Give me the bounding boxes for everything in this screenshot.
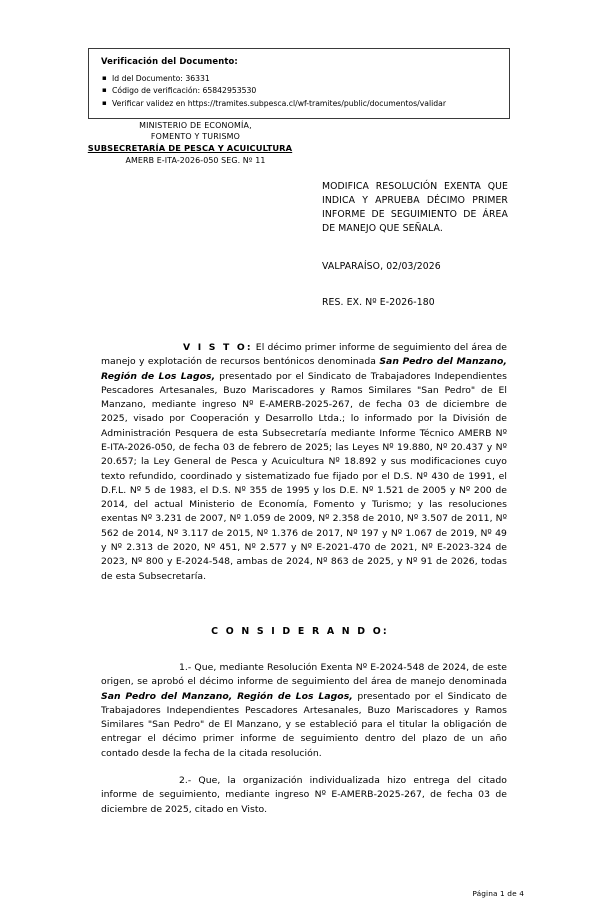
considerando-1-text-2: presentado por el Sindicato de Trabajadores Independientes Pescadores Artesanales, Buzo Mariscadores y Ramos Similares "San Pedro" de El Manzano, y se estableció para el titular la obligación de entregar el décimo primer informe de seguimiento dentro del plazo de un año contado desde la fecha de la citada resolución. bbox=[101, 690, 508, 759]
verification-list bbox=[101, 73, 499, 110]
bullet-icon: ▪ bbox=[102, 86, 107, 95]
list-item bbox=[101, 98, 499, 110]
considerando-heading: C O N S I D E R A N D O: bbox=[211, 626, 389, 637]
verification-item-id: Id del Documento: 36331 bbox=[112, 74, 210, 83]
ministry-line-1: MINISTERIO DE ECONOMÍA, bbox=[139, 121, 252, 130]
considerando-1-text-1: 1.- Que, mediante Resolución Exenta Nº E-2024-548 de 2024, de este origen, se aprobó el décimo informe de seguimiento del área de manejo denominada bbox=[101, 662, 507, 688]
document-code: AMERB E-ITA-2026-050 SEG. Nº 11 bbox=[125, 155, 266, 165]
visto-paragraph bbox=[101, 341, 507, 584]
resolution-number: RES. EX. Nº E-2026-180 bbox=[322, 297, 435, 308]
considerando-section bbox=[101, 661, 507, 817]
verification-item-url: Verificar validez en https://tramites.subpesca.cl/wf-tramites/public/documentos/validar bbox=[112, 98, 446, 108]
visto-heading: V I S T O: bbox=[183, 342, 253, 353]
verification-stamp bbox=[88, 48, 510, 119]
area-name-emphasis: San Pedro del Manzano, Región de Los Lagos, bbox=[101, 690, 353, 702]
list-item bbox=[101, 73, 499, 85]
page-footer: Página 1 de 4 bbox=[472, 889, 524, 898]
area-name-emphasis: San Pedro del Manzano, Región de Los Lagos, bbox=[101, 356, 507, 382]
considerando-2-text-1: 2.- Que, la organización individualizada hizo entrega del citado informe de seguimiento, mediante ingreso Nº E-AMERB-2025-267, de fecha 03 de diciembre de 2025, citado en Visto. bbox=[101, 774, 507, 815]
list-item bbox=[101, 85, 499, 97]
visto-text-2: presentado por el Sindicato de Trabajadores Independientes Pescadores Artesanales, Buzo Mariscadores y Ramos Similares "San Pedro" de El Manzano, mediante ingreso Nº E-AMERB-2025-267, de fecha 03 de diciembre de 2025, visado por Cooperación y Desarrollo Ltda.; lo informado por la División de Administración Pesquera de esta Subsecretaría mediante Informe Técnico AMERB Nº E-ITA-2026-050, de fecha 03 de febrero de 2025; las Leyes Nº 19.880, Nº 20.437 y Nº 20.657; la Ley General de Pesca y Acuicultura Nº 18.892 y sus modificaciones cuyo texto refundido, coordinado y sistematizado fue fijado por el D.S. Nº 430 de 1991, el D.F.L. Nº 5 de 1983, el D.S. Nº 355 de 1995 y los D.E. Nº 1.521 de 2005 y Nº 200 de 2014, del actual Ministerio de Economía, Fomento y Turismo; y las resoluciones exentas Nº 3.231 de 2007, Nº 1.059 de 2009, Nº 2.358 de 2010, Nº 3.507 de 2011, Nº 562 de 2014, Nº 3.117 de 2015, Nº 1.376 de 2017, Nº 197 y Nº 1.067 de 2019, Nº 49 y Nº 2.313 de 2020, Nº 451, Nº 2.577 y Nº E-2021-470 de 2021, Nº E-2023-324 de 2023, Nº 800 y E-2024-548, ambas de 2024, Nº 863 de 2025, y Nº 91 de 2026, todas de esta Subsecretaría. bbox=[101, 370, 507, 582]
ministry-line-2: FOMENTO Y TURISMO bbox=[150, 132, 241, 142]
visto-section bbox=[101, 341, 507, 584]
resolution-subject-title: MODIFICA RESOLUCIÓN EXENTA QUE INDICA Y APRUEBA DÉCIMO PRIMER INFORME DE SEGUIMIENTO DE ÁREA DE MANEJO QUE SEÑALA. bbox=[322, 181, 508, 235]
verification-item-code: Código de verificación: 65842953530 bbox=[112, 86, 257, 96]
place-and-date: VALPARAÍSO, 02/03/2026 bbox=[322, 261, 441, 272]
considerando-paragraph-1 bbox=[101, 661, 507, 761]
bullet-icon: ▪ bbox=[102, 74, 107, 82]
verification-box bbox=[88, 48, 510, 119]
subsecretaria-title: SUBSECRETARÍA DE PESCA Y ACUICULTURA bbox=[87, 143, 293, 154]
bullet-icon: ▪ bbox=[102, 98, 107, 107]
letterhead bbox=[88, 120, 303, 166]
visto-text-1: El décimo primer informe de seguimiento del área de manejo y explotación de recursos bentónicos denominada bbox=[101, 342, 507, 368]
verification-title: Verificación del Documento: bbox=[101, 56, 238, 66]
considerando-paragraph-2 bbox=[101, 774, 507, 817]
